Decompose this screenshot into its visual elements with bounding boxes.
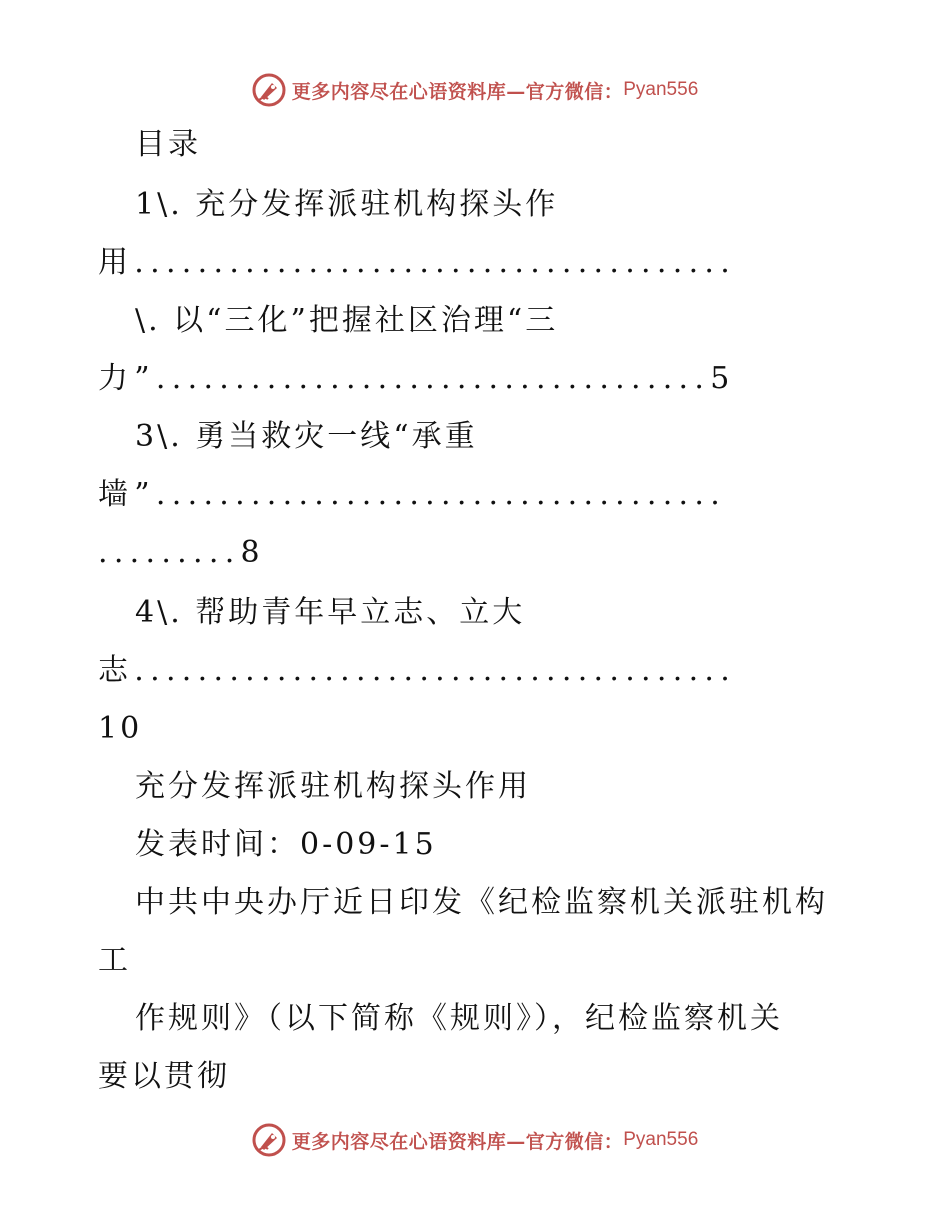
toc-line-3: \. 以“三化”把握社区治理“三 [135,303,559,338]
article-body-line-3: 作规则》（以下简称《规则》），纪检监察机关 [135,1001,783,1036]
toc-line-10: 10 [98,711,143,746]
toc-line-8: 4\. 帮助青年早立志、立大 [135,595,526,630]
pen-nib-logo-icon [252,1123,286,1157]
article-title: 充分发挥派驻机构探头作用 [135,769,531,804]
toc-line-7: .........8 [98,535,266,570]
header-banner [0,70,950,110]
toc-line-5: 3\. 勇当救灾一线“承重 [135,419,478,454]
toc-line-9: 志...................................... [98,653,737,688]
toc-line-1: 1\. 充分发挥派驻机构探头作 [135,187,559,222]
toc-line-4: 力”...................................5 [98,361,736,396]
header-brand-text: 更多内容尽在心语资料库—官方微信： [291,80,624,103]
toc-line-6: 墙”.................................... [98,477,727,512]
footer-wechat-id: Pyan556 [623,1129,699,1150]
toc-heading: 目录 [135,127,201,162]
footer-brand-text: 更多内容尽在心语资料库—官方微信： [291,1130,624,1153]
article-published-date: 发表时间：0-09-15 [135,827,437,862]
header-wechat-id: Pyan556 [623,79,699,100]
article-body-line-4: 要以贯彻 [98,1059,230,1094]
article-body-line-1: 中共中央办厅近日印发《纪检监察机关派驻机构 [135,885,828,920]
pen-nib-logo-icon [252,73,286,107]
footer-banner [0,1120,950,1160]
article-body-line-2: 工 [98,943,131,978]
toc-line-2: 用...................................... [98,245,737,280]
